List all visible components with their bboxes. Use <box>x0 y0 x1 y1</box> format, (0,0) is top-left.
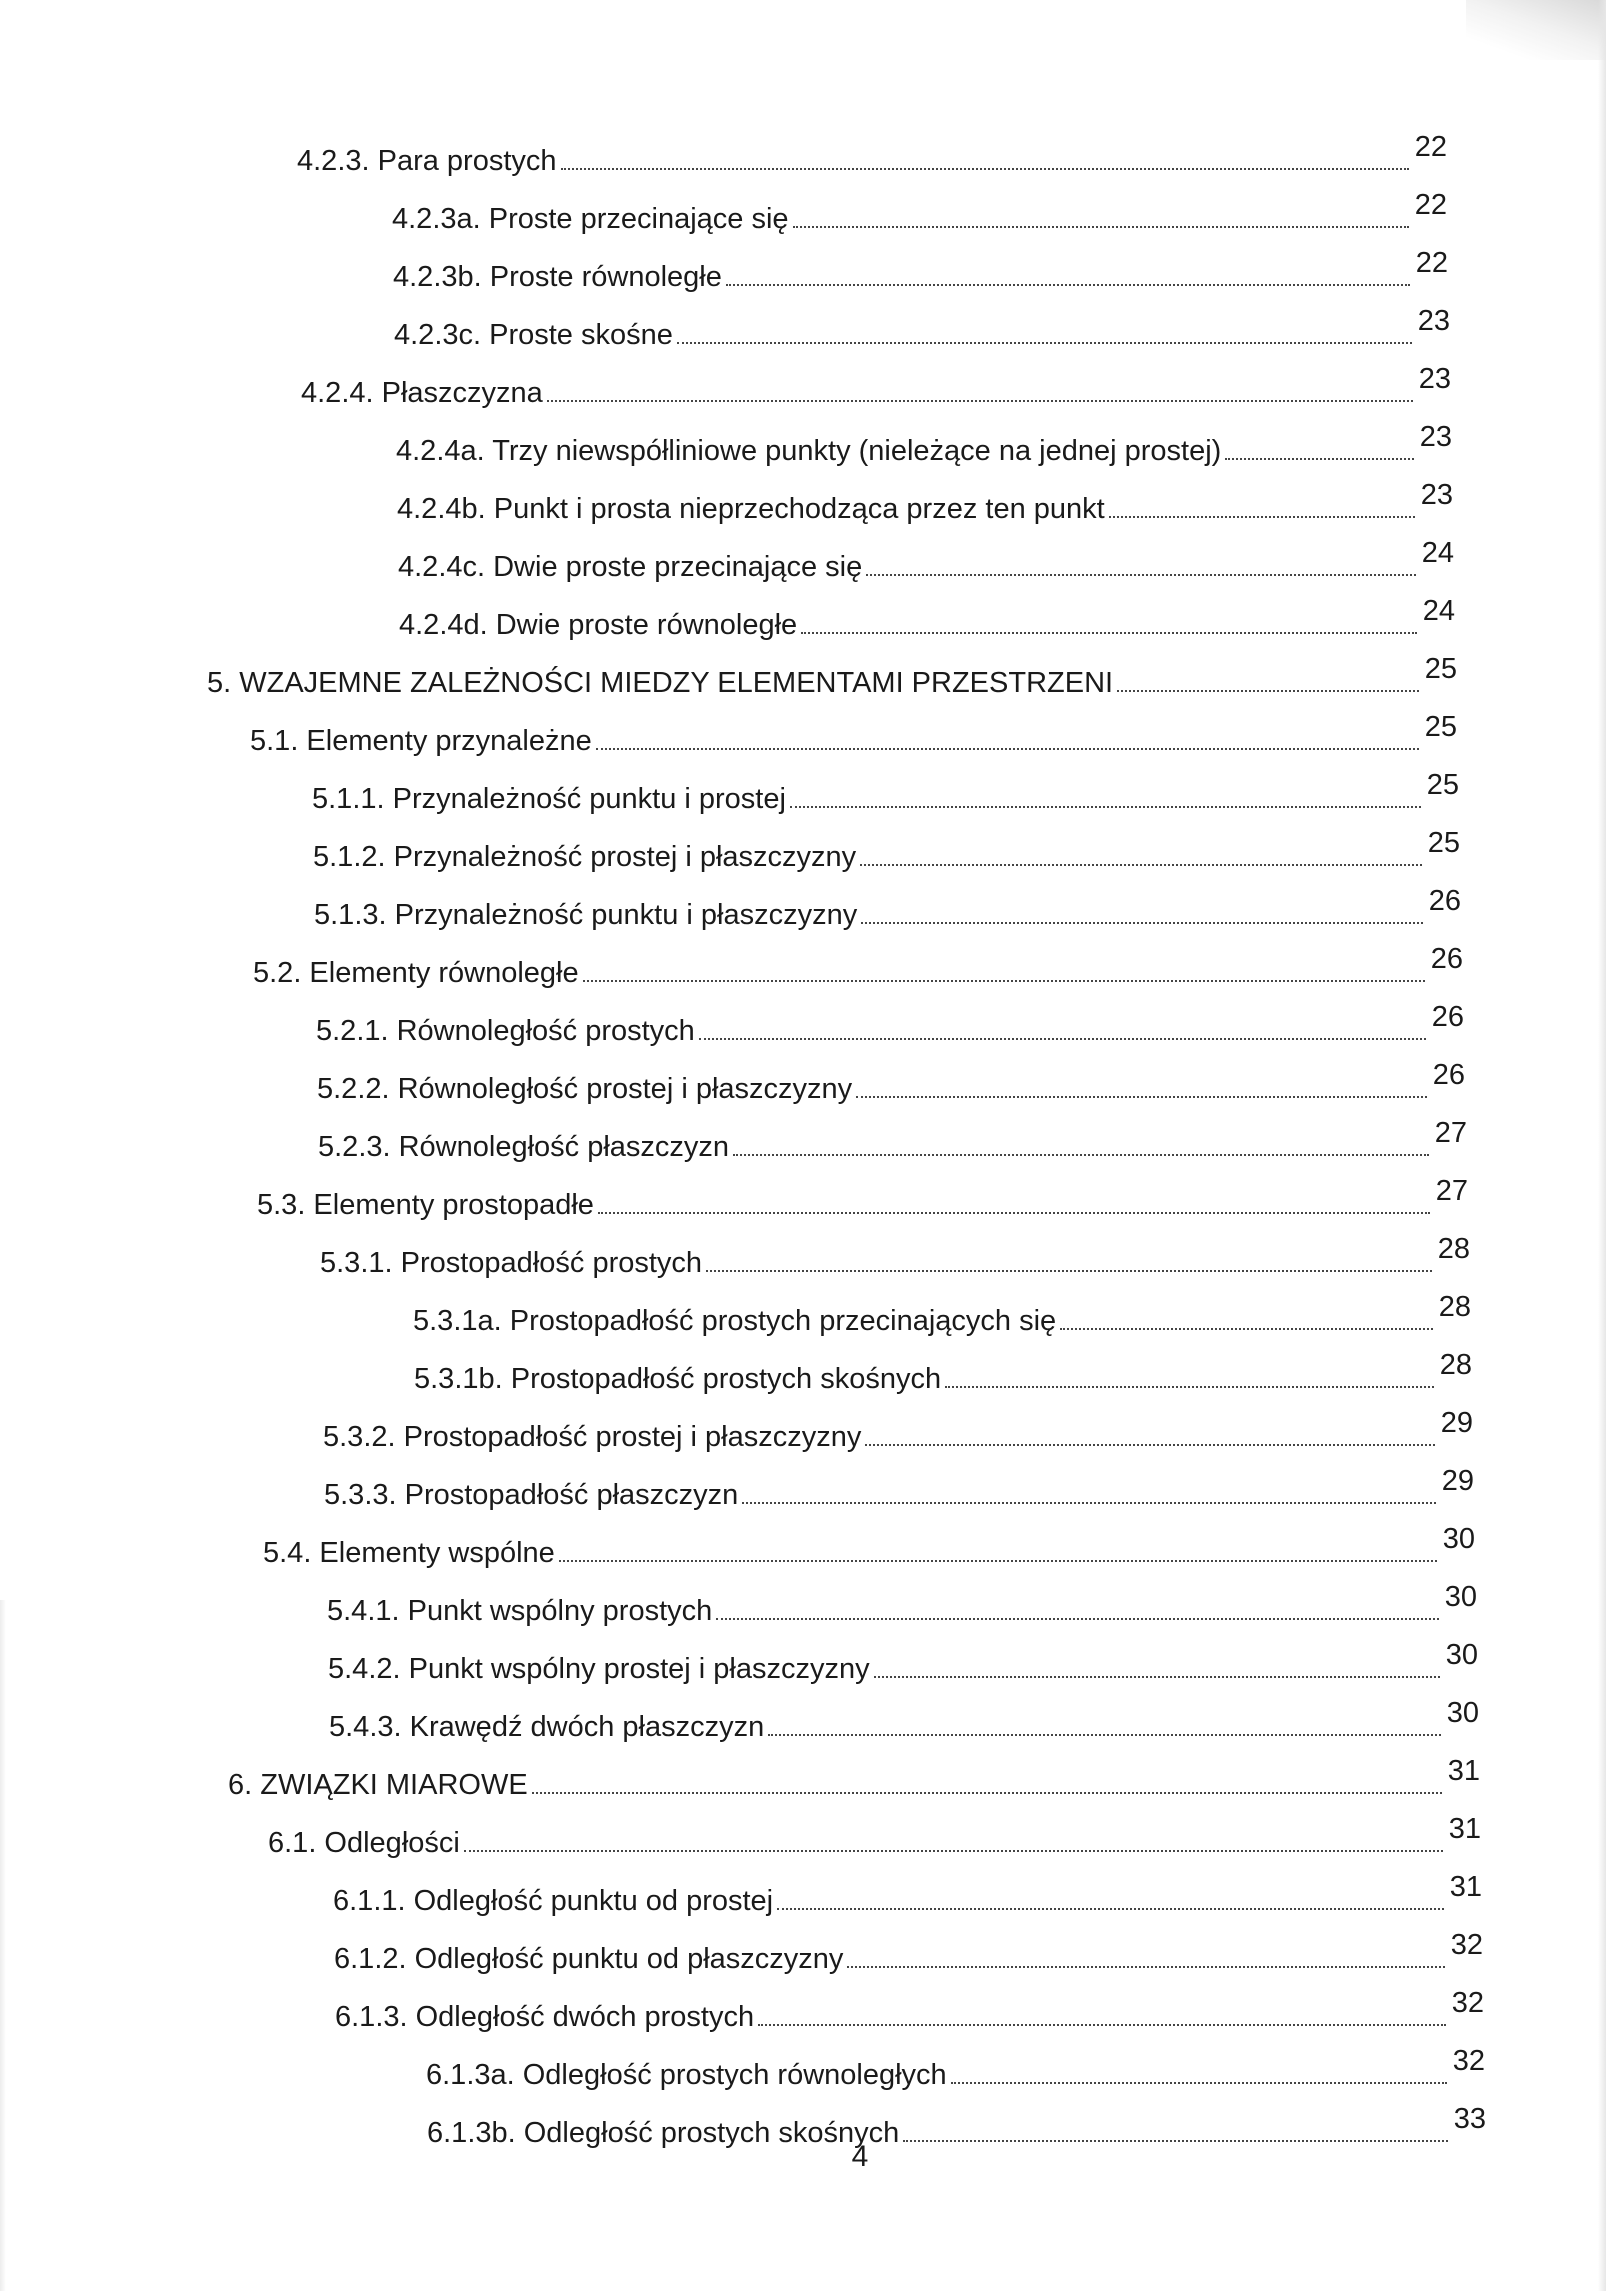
toc-entry-page: 24 <box>1422 595 1455 627</box>
toc-entry-page: 29 <box>1440 1407 1473 1439</box>
toc-entry[interactable] <box>396 421 1452 469</box>
toc-entry-page: 30 <box>1444 1581 1477 1613</box>
toc-entry-label: 5.2. Elementy równoległe <box>253 957 579 989</box>
toc-entry-page: 27 <box>1435 1175 1468 1207</box>
toc-dot-leader <box>742 1502 1435 1504</box>
toc-entry-page: 31 <box>1449 1871 1482 1903</box>
toc-dot-leader <box>768 1734 1441 1736</box>
toc-dot-leader <box>706 1270 1432 1272</box>
toc-entry[interactable] <box>323 1407 1473 1455</box>
toc-entry-page: 30 <box>1446 1697 1479 1729</box>
toc-entry[interactable] <box>334 1929 1483 1977</box>
toc-entry-page: 27 <box>1434 1117 1467 1149</box>
toc-dot-leader <box>1225 458 1413 460</box>
toc-entry-page: 22 <box>1414 189 1447 221</box>
toc-dot-leader <box>777 1908 1444 1910</box>
toc-entry[interactable] <box>317 1059 1465 1107</box>
toc-entry-label: 5.4. Elementy wspólne <box>263 1537 555 1569</box>
toc-dot-leader <box>1117 690 1419 692</box>
toc-entry-page: 30 <box>1442 1523 1475 1555</box>
toc-entry[interactable] <box>314 885 1461 933</box>
toc-dot-leader <box>847 1966 1444 1968</box>
toc-entry-page: 25 <box>1427 827 1460 859</box>
toc-dot-leader <box>716 1618 1438 1620</box>
toc-entry[interactable] <box>297 131 1447 179</box>
toc-dot-leader <box>598 1212 1430 1214</box>
toc-entry-page: 26 <box>1431 1001 1464 1033</box>
toc-dot-leader <box>699 1038 1426 1040</box>
toc-entry-label: 6.1.1. Odległość punktu od prostej <box>333 1885 774 1917</box>
toc-entry-label: 5.1.2. Przynależność prostej i płaszczyzny <box>313 841 857 873</box>
toc-entry-label: 5.1.1. Przynależność punktu i prostej <box>312 783 786 815</box>
toc-entry-page: 28 <box>1439 1349 1472 1381</box>
toc-dot-leader <box>793 226 1409 228</box>
toc-entry-label: 5.3.2. Prostopadłość prostej i płaszczyzny <box>323 1421 862 1453</box>
toc-entry-label: 4.2.4d. Dwie proste równoległe <box>399 609 798 641</box>
table-of-contents <box>0 125 1606 2149</box>
toc-entry-label: 4.2.4b. Punkt i prosta nieprzechodząca przez ten punkt <box>397 493 1105 525</box>
toc-entry-page: 32 <box>1452 2045 1485 2077</box>
toc-entry-page: 30 <box>1445 1639 1478 1671</box>
toc-entry-label: 5.4.1. Punkt wspólny prostych <box>327 1595 713 1627</box>
toc-entry[interactable] <box>253 943 1463 991</box>
toc-entry-label: 5.2.2. Równoległość prostej i płaszczyzny <box>317 1073 853 1105</box>
toc-entry[interactable] <box>257 1175 1468 1223</box>
toc-entry[interactable] <box>228 1755 1480 1803</box>
toc-entry-label: 6.1.3. Odległość dwóch prostych <box>335 2001 755 2033</box>
toc-entry-label: 5.3. Elementy prostopadłe <box>257 1189 594 1221</box>
toc-entry-label: 5.4.3. Krawędź dwóch płaszczyzn <box>329 1711 765 1743</box>
toc-dot-leader <box>733 1154 1429 1156</box>
toc-entry-page: 29 <box>1441 1465 1474 1497</box>
toc-dot-leader <box>951 2082 1447 2084</box>
toc-entry-page: 32 <box>1450 1929 1483 1961</box>
toc-entry-label: 4.2.3b. Proste równoległe <box>393 261 722 293</box>
toc-dot-leader <box>860 864 1422 866</box>
toc-entry[interactable] <box>250 711 1457 759</box>
toc-entry-label: 5. WZAJEMNE ZALEŻNOŚCI MIEDZY ELEMENTAMI PRZESTRZENI <box>207 667 1114 699</box>
toc-entry-page: 23 <box>1418 363 1451 395</box>
toc-entry[interactable] <box>333 1871 1482 1919</box>
toc-dot-leader <box>532 1792 1442 1794</box>
toc-entry-label: 6.1.2. Odległość punktu od płaszczyzny <box>334 1943 844 1975</box>
toc-entry-page: 24 <box>1421 537 1454 569</box>
toc-dot-leader <box>758 2024 1446 2026</box>
toc-entry[interactable] <box>414 1349 1472 1397</box>
toc-entry-page: 26 <box>1428 885 1461 917</box>
toc-dot-leader <box>464 1850 1443 1852</box>
toc-entry[interactable] <box>327 1581 1477 1629</box>
toc-entry-page: 22 <box>1415 247 1448 279</box>
toc-entry[interactable] <box>207 653 1457 701</box>
toc-entry[interactable] <box>316 1001 1464 1049</box>
toc-entry-label: 6.1.3a. Odległość prostych równoległych <box>426 2059 947 2091</box>
toc-dot-leader <box>866 574 1416 576</box>
toc-entry-page: 28 <box>1437 1233 1470 1265</box>
toc-entry[interactable] <box>312 769 1459 817</box>
toc-entry[interactable] <box>328 1639 1478 1687</box>
toc-entry-label: 5.3.1b. Prostopadłość prostych skośnych <box>414 1363 942 1395</box>
toc-entry-label: 4.2.4. Płaszczyzna <box>301 377 543 409</box>
toc-entry[interactable] <box>398 537 1454 585</box>
toc-entry[interactable] <box>394 305 1450 353</box>
toc-entry[interactable] <box>324 1465 1474 1513</box>
toc-dot-leader <box>596 748 1419 750</box>
page-number: 4 <box>851 2140 869 2173</box>
toc-dot-leader <box>861 922 1423 924</box>
toc-entry-label: 6.1. Odległości <box>268 1827 460 1859</box>
toc-entry[interactable] <box>313 827 1460 875</box>
toc-entry-label: 5.2.3. Równoległość płaszczyzn <box>318 1131 730 1163</box>
toc-entry[interactable] <box>268 1813 1481 1861</box>
toc-entry[interactable] <box>320 1233 1470 1281</box>
toc-dot-leader <box>559 1560 1437 1562</box>
toc-entry[interactable] <box>413 1291 1471 1339</box>
toc-dot-leader <box>677 342 1412 344</box>
toc-dot-leader <box>856 1096 1427 1098</box>
scan-corner-shadow <box>1466 0 1606 60</box>
toc-dot-leader <box>726 284 1410 286</box>
toc-dot-leader <box>945 1386 1434 1388</box>
toc-entry-label: 6.1.3b. Odległość prostych skośnych <box>427 2117 900 2149</box>
toc-entry-label: 5.1.3. Przynależność punktu i płaszczyzny <box>314 899 858 931</box>
toc-entry-page: 26 <box>1432 1059 1465 1091</box>
toc-entry-page: 23 <box>1417 305 1450 337</box>
toc-entry-label: 6. ZWIĄZKI MIAROWE <box>228 1769 528 1801</box>
toc-dot-leader <box>1060 1328 1433 1330</box>
toc-entry-label: 4.2.3c. Proste skośne <box>394 319 673 351</box>
toc-dot-leader <box>561 168 1409 170</box>
toc-entry-label: 4.2.3a. Proste przecinające się <box>392 203 789 235</box>
toc-dot-leader <box>865 1444 1434 1446</box>
toc-entry-page: 25 <box>1426 769 1459 801</box>
toc-entry[interactable] <box>399 595 1455 643</box>
toc-entry-page: 32 <box>1451 1987 1484 2019</box>
toc-entry-page: 25 <box>1424 711 1457 743</box>
toc-entry[interactable] <box>318 1117 1467 1165</box>
toc-entry[interactable] <box>426 2045 1485 2093</box>
toc-entry-label: 4.2.4c. Dwie proste przecinające się <box>398 551 863 583</box>
toc-dot-leader <box>1109 516 1415 518</box>
toc-entry[interactable] <box>392 189 1447 237</box>
toc-entry-label: 5.4.2. Punkt wspólny prostej i płaszczyzny <box>328 1653 870 1685</box>
toc-entry[interactable] <box>397 479 1453 527</box>
toc-entry[interactable] <box>301 363 1451 411</box>
toc-dot-leader <box>583 980 1425 982</box>
toc-entry[interactable] <box>335 1987 1484 2035</box>
toc-entry-label: 4.2.3. Para prostych <box>297 145 557 177</box>
toc-dot-leader <box>874 1676 1440 1678</box>
toc-entry-label: 5.2.1. Równoległość prostych <box>316 1015 695 1047</box>
toc-entry[interactable] <box>263 1523 1475 1571</box>
toc-entry-page: 28 <box>1438 1291 1471 1323</box>
toc-dot-leader <box>801 632 1417 634</box>
toc-entry-page: 33 <box>1453 2103 1486 2135</box>
toc-entry-page: 25 <box>1424 653 1457 685</box>
toc-entry-page: 23 <box>1420 479 1453 511</box>
toc-entry-page: 23 <box>1419 421 1452 453</box>
toc-dot-leader <box>547 400 1413 402</box>
toc-entry-page: 26 <box>1430 943 1463 975</box>
toc-entry-page: 31 <box>1448 1813 1481 1845</box>
toc-entry-label: 4.2.4a. Trzy niewspółliniowe punkty (nieleżące na jednej prostej) <box>396 435 1222 467</box>
toc-entry[interactable] <box>393 247 1448 295</box>
toc-entry[interactable] <box>329 1697 1479 1745</box>
toc-entry-page: 22 <box>1414 131 1447 163</box>
toc-entry-label: 5.1. Elementy przynależne <box>250 725 592 757</box>
toc-entry-page: 31 <box>1447 1755 1480 1787</box>
toc-dot-leader <box>790 806 1421 808</box>
toc-entry-label: 5.3.1. Prostopadłość prostych <box>320 1247 703 1279</box>
toc-entry-label: 5.3.1a. Prostopadłość prostych przecinających się <box>413 1305 1057 1337</box>
toc-entry-label: 5.3.3. Prostopadłość płaszczyzn <box>324 1479 739 1511</box>
